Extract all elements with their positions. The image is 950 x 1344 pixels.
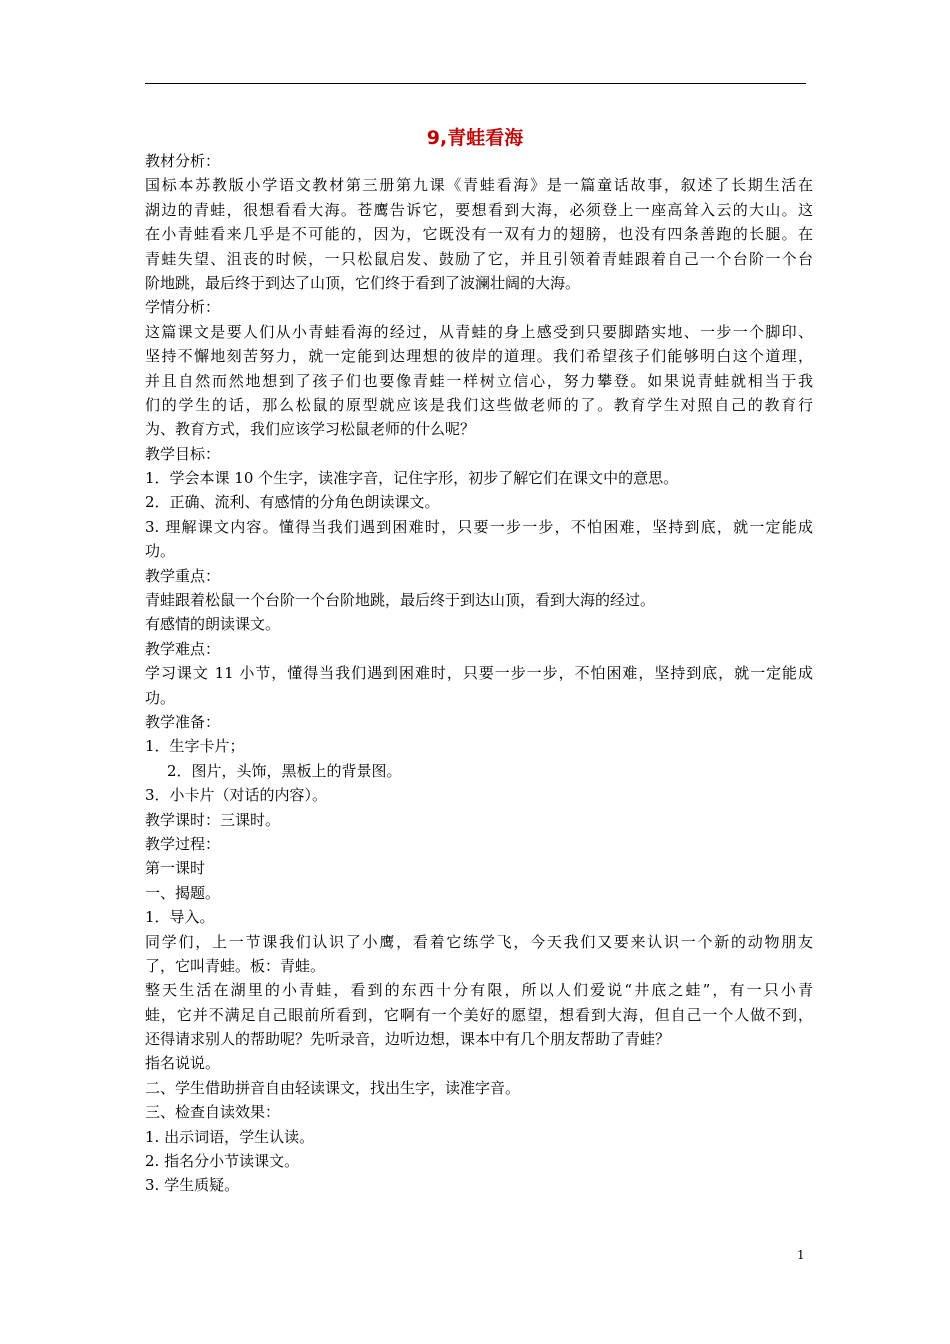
paragraph-line: 功。	[145, 542, 176, 561]
list-item: 2．图片，头饰，黑板上的背景图。	[167, 761, 402, 780]
paragraph-line: 国标本苏教版小学语文教材第三册第九课《青蛙看海》是一篇童话故事，叙述了长期生活在	[145, 176, 813, 195]
section-heading: 教学准备：	[145, 712, 221, 731]
document-body	[145, 149, 813, 1198]
section-heading: 二、学生借助拼音自由轻读课文，找出生字，读准字音。	[145, 1078, 521, 1097]
paragraph-line: 坚持不懈地刻苦努力，就一定能到达理想的彼岸的道理。我们希望孩子们能够明白这个道理，	[145, 347, 813, 366]
paragraph-line: 功。	[145, 688, 176, 707]
document-title: 9,青蛙看海	[426, 127, 524, 149]
paragraph-line: 同学们，上一节课我们认识了小鹰，看着它练学飞，今天我们又要来认识一个新的动物朋友	[145, 932, 813, 951]
section-heading: 教学目标：	[145, 444, 221, 463]
paragraph-line: 为、教育方式，我们应该学习松鼠老师的什么呢？	[145, 420, 476, 439]
list-item: 1．生字卡片；	[145, 737, 245, 756]
section-heading: 教学重点：	[145, 566, 221, 585]
section-heading: 三、检查自读效果：	[145, 1103, 281, 1122]
list-item: 1. 出示词语，学生认读。	[145, 1127, 315, 1146]
paragraph-line: 们的学生的话，那么松鼠的原型就应该是我们这些做老师的了。教育学生对照自己的教育行	[145, 395, 813, 414]
paragraph-line: 蛙，它并不满足自己眼前所看到，它啊有一个美好的愿望，想看到大海，但自己一个人做不到，	[145, 1005, 813, 1024]
paragraph-line: 还得请求别人的帮助呢？先听录音，边听边想，课本中有几个朋友帮助了青蛙？	[145, 1030, 671, 1049]
paragraph-line: 整天生活在湖里的小青蛙，看到的东西十分有限，所以人们爱说“井底之蛙”，有一只小青	[145, 981, 813, 1000]
paragraph-line: 教学课时：三课时。	[145, 810, 281, 829]
paragraph-line: 有感情的朗读课文。	[145, 615, 281, 634]
paragraph-line: 在小青蛙看来几乎是不可能的，因为，它既没有一双有力的翅膀，也没有四条善跑的长腿。在	[145, 225, 813, 244]
section-heading: 一、揭题。	[145, 883, 221, 902]
list-item: 1．学会本课 10 个生字，读准字音，记住字形，初步了解它们在课文中的意思。	[145, 469, 679, 488]
list-item: 1．导入。	[145, 908, 215, 927]
page-number: 1	[797, 1248, 805, 1262]
section-heading: 教学难点：	[145, 639, 221, 658]
paragraph-line: 湖边的青蛙，很想看看大海。苍鹰告诉它，要想看到大海，必须登上一座高耸入云的大山。这	[145, 200, 813, 219]
list-item: 3. 理解课文内容。懂得当我们遇到困难时，只要一步一步，不怕困难，坚持到底，就一定能成	[145, 517, 813, 536]
list-item: 2. 指名分小节读课文。	[145, 1152, 300, 1171]
section-heading: 教学过程：	[145, 834, 221, 853]
section-heading: 学情分析：	[145, 298, 221, 317]
paragraph-line: 了，它叫青蛙。板：青蛙。	[145, 956, 326, 975]
paragraph-line: 青蛙失望、沮丧的时候，一只松鼠启发、鼓励了它，并且引领着青蛙跟着自己一个台阶一个台	[145, 249, 813, 268]
paragraph-line: 青蛙跟着松鼠一个台阶一个台阶地跳，最后终于到达山顶，看到大海的经过。	[145, 591, 656, 610]
paragraph-line: 指名说说。	[145, 1054, 221, 1073]
section-heading: 教材分析：	[145, 152, 221, 170]
paragraph-line: 阶地跳，最后终于到达了山顶，它们终于看到了波澜壮阔的大海。	[145, 273, 581, 292]
header-rule	[145, 83, 806, 84]
list-item: 3. 学生质疑。	[145, 1176, 240, 1195]
paragraph-line: 这篇课文是要人们从小青蛙看海的经过，从青蛙的身上感受到只要脚踏实地、一步一个脚印、	[145, 322, 813, 341]
list-item: 3．小卡片（对话的内容）。	[145, 786, 328, 805]
list-item: 2．正确、流利、有感情的分角色朗读课文。	[145, 493, 440, 512]
section-heading: 第一课时	[145, 859, 206, 878]
paragraph-line: 并且自然而然地想到了孩子们也要像青蛙一样树立信心，努力攀登。如果说青蛙就相当于我	[145, 371, 813, 390]
paragraph-line: 学习课文 11 小节，懂得当我们遇到困难时，只要一步一步，不怕困难，坚持到底，就一定能成	[145, 664, 813, 683]
